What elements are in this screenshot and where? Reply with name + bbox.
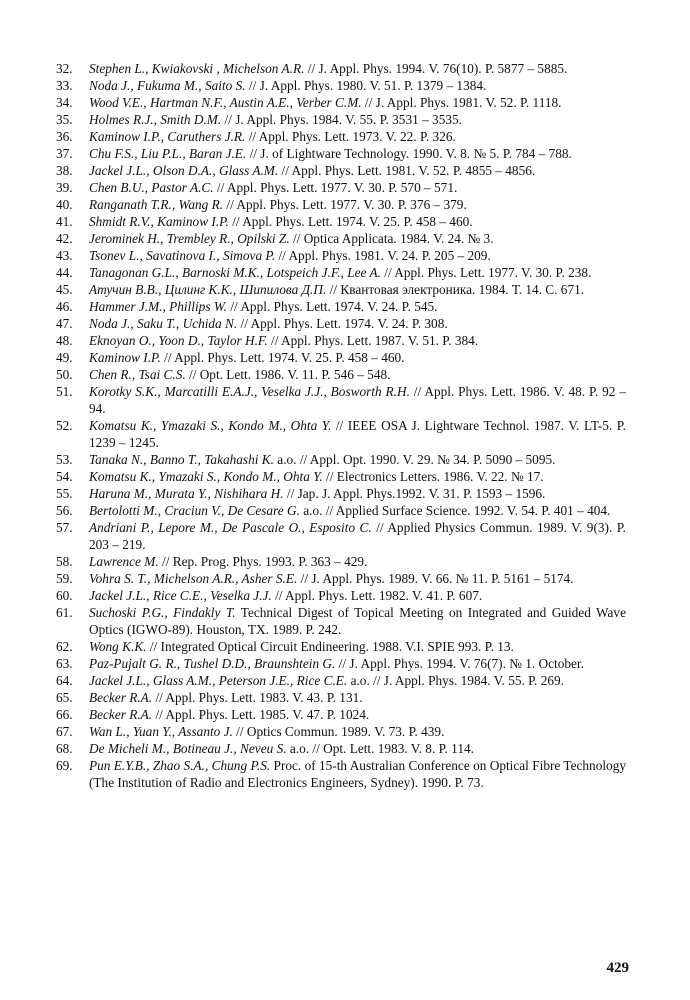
reference-authors: Ranganath T.R., Wang R. [89,197,224,212]
reference-item [56,503,626,520]
reference-item [56,282,626,299]
reference-source: // Integrated Optical Circuit Endineering. 1988. V.I. SPIE 993. P. 13. [146,638,514,654]
reference-number: 59. [56,570,73,586]
reference-item [56,95,626,112]
reference-authors: Paz-Pujalt G. R., Tushel D.D., Braunshtein G. [89,655,336,671]
reference-number: 51. [56,384,73,399]
reference-authors: Andriani P., Lepore M., De Pascale O., Esposito C. [89,519,372,535]
reference-source: // J. of Lightware Technology. 1990. V. 8. № 5. P. 784 – 788. [246,146,572,161]
reference-item [56,214,626,231]
reference-number: 38. [56,163,73,178]
reference-item [56,248,626,265]
reference-number: 62. [56,638,73,654]
reference-item [56,673,626,690]
reference-authors: Vohra S. T., Michelson A.R., Asher S.E. [89,570,298,586]
reference-authors: Suchoski P.G., Findakly T. [89,604,236,620]
reference-item [56,129,626,146]
reference-source: Technical Digest of Topical Meeting on Integrated and Guided Wave Optics (IGWO-89). Houston, TX. 1989. P. 242. [89,604,626,637]
reference-number: 41. [56,214,73,229]
reference-item [56,180,626,197]
reference-authors: Holmes R.J., Smith D.M. [89,112,222,127]
reference-number: 64. [56,672,73,688]
reference-number: 52. [56,417,73,433]
reference-item [56,520,626,554]
reference-authors: Атучин В.В., Цилинг К.К., Шипилова Д.П. [89,282,327,297]
reference-item [56,197,626,214]
reference-number: 39. [56,180,73,195]
reference-item [56,741,626,758]
reference-number: 60. [56,587,73,603]
reference-source: Proc. of 15-th Australian Conference on Optical Fibre Technology (The Institution of Radio and Electronics Engineers, Sydney). 1990. P. 73. [89,757,626,790]
reference-authors: Pun E.Y.B., Zhao S.A., Chung P.S. [89,757,271,773]
reference-number: 57. [56,519,73,535]
reference-item [56,61,626,78]
reference-source: // Electronics Letters. 1986. V. 22. № 17. [322,468,544,484]
reference-item [56,656,626,673]
reference-authors: Kaminow I.P. [89,350,161,365]
reference-source: // Appl. Phys. Lett. 1973. V. 22. P. 326. [245,129,456,144]
reference-authors: Jackel J.L., Olson D.A., Glass A.M. [89,163,279,178]
reference-number: 34. [56,95,73,110]
reference-item [56,367,626,384]
reference-number: 65. [56,689,73,705]
reference-source: // Appl. Phys. Lett. 1983. V. 43. P. 131. [152,689,363,705]
reference-authors: Shmidt R.V., Kaminow I.P. [89,214,229,229]
reference-authors: Jackel J.L., Rice C.E., Veselka J.J. [89,587,272,603]
reference-authors: Chen R., Tsai C.S. [89,367,186,382]
reference-number: 49. [56,350,73,365]
reference-source: // Opt. Lett. 1986. V. 11. P. 546 – 548. [185,367,391,382]
reference-source: // Appl. Phys. Lett. 1985. V. 47. P. 1024. [152,706,370,722]
reference-item [56,452,626,469]
reference-authors: Wong K.K. [89,638,147,654]
reference-authors: Komatsu K., Ymazaki S., Kondo M., Ohta Y. [89,417,332,433]
reference-source: // J. Appl. Phys. 1994. V. 76(10). P. 5877 – 5885. [304,61,568,76]
reference-source: a.o. // Opt. Lett. 1983. V. 8. P. 114. [286,740,474,756]
reference-number: 61. [56,604,73,620]
reference-source: // Appl. Phys. Lett. 1986. V. 48. P. 92 – 94. [89,384,626,416]
reference-number: 36. [56,129,73,144]
reference-item [56,333,626,350]
reference-authors: Noda J., Fukuma M., Saito S. [89,78,246,93]
reference-authors: Tsonev L., Savatinova I., Simova P. [89,248,276,263]
reference-authors: Tanaka N., Banno T., Takahashi K. [89,451,274,467]
reference-number: 35. [56,112,73,127]
reference-source: // Rep. Prog. Phys. 1993. P. 363 – 429. [158,553,368,569]
reference-authors: Jackel J.L., Glass A.M., Peterson J.E., Rice C.E. [89,672,348,688]
reference-source: // IEEE OSA J. Lightware Technol. 1987. V. LT-5. P. 1239 – 1245. [89,417,626,450]
reference-item [56,588,626,605]
reference-source: // Appl. Phys. Lett. 1974. V. 25. P. 458 – 460. [160,350,405,365]
reference-number: 69. [56,757,73,773]
reference-number: 47. [56,316,73,331]
reference-number: 44. [56,265,73,280]
reference-item [56,316,626,333]
reference-item [56,469,626,486]
reference-number: 45. [56,282,73,297]
reference-source: // J. Appl. Phys. 1989. V. 66. № 11. P. 5161 – 5174. [297,570,574,586]
page-number: 429 [606,960,629,976]
reference-item [56,112,626,129]
reference-source: // Applied Physics Commun. 1989. V. 9(3). P. 203 – 219. [89,519,626,552]
reference-number: 43. [56,248,73,263]
reference-source: // Appl. Phys. Lett. 1982. V. 41. P. 607. [271,587,483,603]
reference-source: // J. Appl. Phys. 1980. V. 51. P. 1379 – 1384. [245,78,487,93]
reference-source: // Appl. Phys. Lett. 1974. V. 25. P. 458 – 460. [228,214,473,229]
reference-number: 66. [56,706,73,722]
reference-source: // Appl. Phys. Lett. 1977. V. 30. P. 570 – 571. [213,180,458,195]
reference-number: 53. [56,451,73,467]
reference-source: // Appl. Phys. 1981. V. 24. P. 205 – 209. [275,248,491,263]
reference-authors: Korotky S.K., Marcatilli E.A.J., Veselka J.J., Bosworth R.H. [89,384,410,399]
reference-authors: Lawrence M. [89,553,159,569]
reference-source: // Appl. Phys. Lett. 1981. V. 52. P. 4855 – 4856. [278,163,536,178]
reference-source: // Appl. Phys. Lett. 1987. V. 51. P. 384. [267,333,479,348]
reference-authors: Haruna M., Murata Y., Nishihara H. [89,485,284,501]
reference-source: // J. Appl. Phys. 1984. V. 55. P. 3531 – 3535. [221,112,462,127]
reference-item [56,486,626,503]
reference-number: 67. [56,723,73,739]
reference-source: // Optica Applicata. 1984. V. 24. № 3. [289,231,494,246]
reference-authors: Bertolotti M., Craciun V., De Cesare G. [89,502,300,518]
reference-source: a.o. // J. Appl. Phys. 1984. V. 55. P. 269. [347,672,564,688]
reference-number: 56. [56,502,73,518]
reference-authors: Chu F.S., Liu P.L., Baran J.E. [89,146,247,161]
reference-item [56,605,626,639]
reference-authors: Eknoyan O., Yoon D., Taylor H.F. [89,333,268,348]
reference-source: // J. Appl. Phys. 1994. V. 76(7). № 1. October. [335,655,584,671]
reference-item [56,78,626,95]
reference-authors: Wan L., Yuan Y., Assanto J. [89,723,233,739]
reference-item [56,265,626,282]
reference-authors: Hammer J.M., Phillips W. [89,299,228,314]
reference-number: 32. [56,61,73,76]
reference-item [56,231,626,248]
reference-authors: Komatsu K., Ymazaki S., Kondo M., Ohta Y. [89,468,323,484]
reference-list [56,61,626,791]
reference-item [56,707,626,724]
reference-number: 42. [56,231,73,246]
reference-source: // Jap. J. Appl. Phys.1992. V. 31. P. 1593 – 1596. [283,485,546,501]
reference-number: 33. [56,78,73,93]
reference-source: a.o. // Applied Surface Science. 1992. V. 54. P. 401 – 404. [299,502,611,518]
reference-number: 63. [56,655,73,671]
reference-source: // Appl. Phys. Lett. 1977. V. 30. P. 376 – 379. [223,197,467,212]
reference-number: 54. [56,468,73,484]
reference-item [56,163,626,180]
reference-authors: Tanagonan G.L., Barnoski M.K., Lotspeich J.F., Lee A. [89,265,381,280]
reference-number: 55. [56,485,73,501]
reference-authors: Chen B.U., Pastor A.C. [89,180,214,195]
reference-authors: Stephen L., Kwiakovski , Michelson A.R. [89,61,305,76]
reference-authors: Wood V.E., Hartman N.F., Austin A.E., Verber C.M. [89,95,362,110]
reference-source: // Optics Commun. 1989. V. 73. P. 439. [232,723,445,739]
reference-item [56,758,626,792]
reference-item [56,146,626,163]
reference-authors: Becker R.A. [89,689,153,705]
reference-source: // Квантовая электроника. 1984. Т. 14. С. 671. [326,282,585,297]
reference-number: 50. [56,367,73,382]
reference-number: 68. [56,740,73,756]
reference-number: 40. [56,197,73,212]
reference-authors: Becker R.A. [89,706,153,722]
reference-item [56,299,626,316]
reference-authors: Noda J., Saku T., Uchida N. [89,316,238,331]
reference-number: 37. [56,146,73,161]
reference-item [56,350,626,367]
reference-item [56,724,626,741]
reference-number: 58. [56,553,73,569]
reference-source: // J. Appl. Phys. 1981. V. 52. P. 1118. [361,95,562,110]
reference-source: // Appl. Phys. Lett. 1977. V. 30. P. 238. [380,265,592,280]
reference-item [56,639,626,656]
reference-source: // Appl. Phys. Lett. 1974. V. 24. P. 545. [227,299,438,314]
reference-item [56,418,626,452]
reference-source: // Appl. Phys. Lett. 1974. V. 24. P. 308. [237,316,448,331]
reference-number: 46. [56,299,73,314]
reference-number: 48. [56,333,73,348]
reference-authors: De Micheli M., Botineau J., Neveu S. [89,740,287,756]
reference-source: a.o. // Appl. Opt. 1990. V. 29. № 34. P. 5090 – 5095. [273,451,556,467]
reference-authors: Kaminow I.P., Caruthers J.R. [89,129,246,144]
reference-item [56,554,626,571]
reference-item [56,384,626,418]
reference-item [56,571,626,588]
reference-item [56,690,626,707]
reference-authors: Jerominek H., Trembley R., Opilski Z. [89,231,290,246]
